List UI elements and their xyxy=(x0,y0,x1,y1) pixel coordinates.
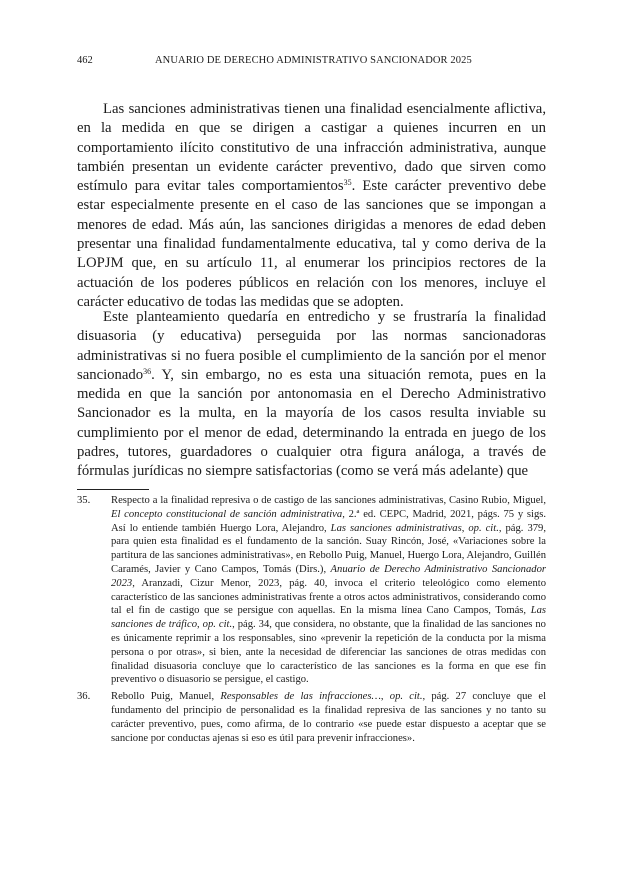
paragraph-text: . Y, sin embargo, no es esta una situación remota, pues en la medida en que la sanción por antonomasia en el Derecho Administrativo Sancionador es la multa, en la mayoría de los casos resulta inviable su cumplimiento por el menor de edad, determinando la entrada en juego de los padres, tutores, guardadores o cualquier otra figura análoga, a través de fórmulas jurídicas no siempre satisfactorias (como se verá más adelante) que xyxy=(77,366,546,480)
footnote-text: , xyxy=(380,691,390,703)
footnote-text: , Aranzadi, Cizur Menor, 2023, pág. 40, invoca el criterio teleológico como elemento característico de las sanciones administrativas frente a otros actos administrativos, considerando como tal el fin de castigo que se persigue con aquellas. En la misma línea Cano Campos, Tomás, xyxy=(111,577,546,617)
cited-title: op. cit. xyxy=(389,691,423,703)
body-paragraph-1 xyxy=(77,100,546,312)
paragraph-text: Este planteamiento quedaría en entredicho y se frustraría la finalidad disuasoria (y educativa) perseguida por las normas sancionadoras administrativas si no fuera posible el cumplimiento de la sanción por el menor sancionado xyxy=(77,309,546,383)
cited-title: Anuario de Derecho Administrativo Sancionador 2023 xyxy=(111,563,546,589)
footnote-text: Respecto a la finalidad represiva o de castigo de las sanciones administrativas, Casino Rubio, Miguel, xyxy=(111,495,546,506)
footnote-36 xyxy=(77,690,546,745)
footnotes xyxy=(77,494,546,745)
page-number: 462 xyxy=(77,55,93,66)
paragraph-text: Las sanciones administrativas tienen una finalidad esencialmente aflictiva, en la medida en que se dirigen a castigar a quienes incurren en un comportamiento ilícito constitutivo de una infracción administrativa, aunque también presentan un evidente carácter preventivo, dado que sirven como estímulo para evitar tales comportamientos xyxy=(77,101,546,195)
cited-title: Las sanciones de tráfico xyxy=(111,605,546,631)
footnote-35 xyxy=(77,494,546,687)
footnote-text: , 2.ª ed. CEPC, Madrid, 2021, págs. 75 y sigs. Así lo entiende también Huergo Lora, Alejandro, xyxy=(111,508,547,534)
footnote-text: , xyxy=(197,619,203,631)
footnote-ref-36[interactable]: 36 xyxy=(143,366,152,376)
footnote-ref-35[interactable]: 35 xyxy=(343,178,352,188)
footnote-text: Rebollo Puig, Manuel, xyxy=(111,691,221,703)
body-paragraph-2 xyxy=(77,308,546,482)
footnote-text: , pág. 379, para quien esta finalidad es el fundamento de la sanción. Suay Rincón, José, «Variaciones sobre la partitura de las sanciones administrativas», en Rebollo Puig, Manuel, Huergo Lora, Alejandro, Guillén Caramés, Javier y Cano Campos, Tomás (Dirs.), xyxy=(111,522,547,575)
page-header xyxy=(77,55,547,71)
footnote-text: , pág. 27 concluye que el fundamento del principio de personalidad es la finalidad represiva de las sanciones y no tanto su carácter preventivo, pues, como afirma, de lo contrario «se puede estar dispuesto a aceptar que se sancione por conductas ajenas si eso es útil para prevenir infracciones». xyxy=(111,691,547,744)
footnote-number: 35. xyxy=(77,495,91,506)
footnote-number: 36. xyxy=(77,691,91,703)
cited-title: op. cit. xyxy=(468,522,499,534)
footnote-text: , pág. 34, que considera, no obstante, que la finalidad de las sanciones no es únicamente reprimir a los responsables, sino «prevenir la repetición de la conducta por la misma persona o por otras», si bien, ante la necesidad de diferenciar las sanciones de otras medidas con finalidad disuasoria concluye que lo característico de las sanciones es la forma en que ese fin preventivo o disuasorio se persigue, el castigo. xyxy=(111,619,546,686)
footnote-separator xyxy=(77,489,149,490)
cited-title: El concepto constitucional de sanción administrativa xyxy=(111,508,343,520)
footnote-text: , xyxy=(461,522,469,534)
cited-title: Responsables de las infracciones… xyxy=(220,691,381,703)
paragraph-text: . Este carácter preventivo debe estar especialmente presente en el caso de las sanciones que se impongan a menores de edad. Más aún, las sanciones dirigidas a menores de edad deben presentar una finalidad fundamentalmente educativa, tal y como deriva de la LOPJM que, en su artículo 11, al enumerar los principios rectores de la actuación de los poderes públicos en relación con los menores, incluye el carácter educativo de todas las medidas que se adopten. xyxy=(77,178,547,310)
cited-title: Las sanciones administrativas xyxy=(330,522,462,534)
running-title: ANUARIO DE DERECHO ADMINISTRATIVO SANCIONADOR 2025 xyxy=(155,55,472,66)
cited-title: op. cit. xyxy=(202,619,233,631)
